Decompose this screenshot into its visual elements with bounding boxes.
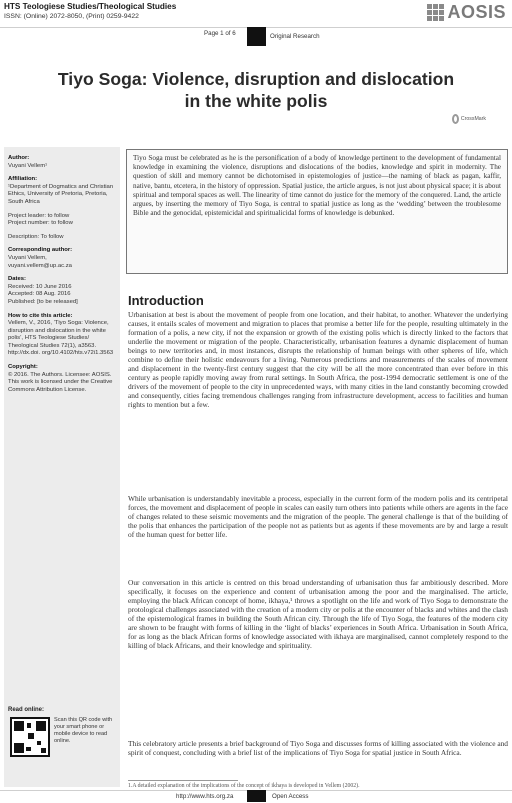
crossmark-icon bbox=[452, 114, 459, 124]
article-title bbox=[0, 68, 512, 112]
date-accepted: Accepted: 08 Aug. 2016 bbox=[8, 291, 71, 298]
aosis-logo-icon bbox=[427, 4, 444, 21]
body-paragraph-1 bbox=[128, 311, 508, 409]
copyright-label: Copyright: bbox=[8, 364, 38, 371]
crossmark-badge[interactable] bbox=[452, 108, 486, 130]
page-number: Page 1 of 6 bbox=[204, 30, 236, 37]
footnote-rule bbox=[128, 780, 238, 781]
footer-block bbox=[247, 790, 266, 802]
corresponding-name: Vuyani Vellem, bbox=[8, 254, 47, 261]
affiliation-text: ¹Department of Dogmatics and Christian Ethics, University of Pretoria, Pretoria, South Africa bbox=[8, 183, 114, 205]
copyright-text: © 2016. The Authors. Licensee: AOSIS. This work is licensed under the Creative Commons Attribution License. bbox=[8, 371, 113, 393]
body-paragraph-3 bbox=[128, 579, 508, 651]
date-received: Received: 10 June 2016 bbox=[8, 283, 72, 290]
title-line-2: in the white polis bbox=[184, 91, 328, 111]
header-block bbox=[247, 27, 266, 46]
read-online-label: Read online: bbox=[8, 707, 45, 713]
corresponding-email[interactable]: vuyani.vellem@up.ac.za bbox=[8, 262, 72, 269]
paragraph-text: This celebratory article presents a brief background of Tiyo Soga and discusses forms of killing associated with the violence and spirit of conquest, concluding with a brief list of the implications of Tiyo Soga for spatial justice in South Africa. bbox=[128, 739, 508, 757]
project-number: Project number: to follow bbox=[8, 220, 73, 227]
journal-title: HTS Teologiese Studies/Theological Studies bbox=[4, 2, 177, 11]
affiliation-label: Affiliation: bbox=[8, 176, 38, 183]
citation-text: Vellem, V., 2016, ‘Tiyo Soga: Violence, disruption and dislocation in the white polis’, HTS Teologiese Studies/ Theological Studies 72(1), a3563. http://dx.doi. org/10.4102/hts.v72i1.3563 bbox=[8, 320, 114, 357]
body-paragraph-4 bbox=[128, 740, 508, 758]
cite-label: How to cite this article: bbox=[8, 312, 73, 319]
title-line-1: Tiyo Soga: Violence, disruption and dislocation bbox=[57, 69, 455, 89]
date-published: Published: [to be released] bbox=[8, 298, 78, 305]
footnote: 1.A detailed explanation of the implications of the concept of ikhaya is developed in Vellem (2002). bbox=[128, 783, 360, 789]
section-label: Original Research bbox=[270, 33, 320, 40]
journal-url[interactable]: http://www.hts.org.za bbox=[176, 793, 234, 800]
dates-label: Dates: bbox=[8, 276, 27, 283]
qr-code-icon[interactable] bbox=[10, 717, 50, 757]
corresponding-label: Corresponding author: bbox=[8, 247, 73, 254]
article-info-sidebar bbox=[4, 147, 120, 787]
paragraph-text: Our conversation in this article is centred on this broad understanding of urbanisation thus far ambitiously described. More specifically, it focuses on the experience and content of urbanisation among the poor and the marginalised. The article, employing the black African concept of home, ikhaya,¹ throws a spotlight on the life and work of Tiyo Soga to demonstrate the protological challenges associated with the creation of a modern city or polis at the encounter of blacks and whites and the clash of the epistemological frames in building the South African city. Through the life of Tiyo Soga, the features of the modern city are shown to be fraught with forms of killing in the ‘light of blacks’ experiences in South Africa. Urbanisation in South Africa, for as long as the black African forms of knowledge associated with ikhaya are marginalised, cannot completely respond to the killing of black Africans, and their knowledge and spirituality. bbox=[128, 578, 508, 650]
issn: ISSN: (Online) 2072-8050, (Print) 0259-9422 bbox=[4, 13, 139, 20]
project-leader: Project leader: to follow bbox=[8, 212, 70, 219]
author-label: Author: bbox=[8, 155, 30, 161]
crossmark-label: CrossMark bbox=[460, 116, 486, 122]
qr-instructions: Scan this QR code with your smart phone or mobile device to read online. bbox=[54, 717, 113, 744]
abstract-text: Tiyo Soga must be celebrated as he is the personification of a body of knowledge pertinent to the development of fundamental knowledge in examining the violence, disruptions and dislocations of the bodies, knowledge and spirit in modernity. The question of skill and memory cannot be dichotomised in epistemologies of justice—the naming of black as pagan, kaffir, native, bantu, etcetera, in the history of oppression. Spatial justice, the article argues, is not just about physical space; it is about spiritual and temporal spaces as well. The linearity of time cannot do justice for the memory of the conquered. Land, the article argues, by inserting the memory of Tiyo Soga, is central to spatial justice as long as the ‘wedding’ between the troublesome Bible and the genocidal, epistemicidal and spiritualicidal forms of knowledge is debunked. bbox=[133, 154, 501, 218]
aosis-logo bbox=[427, 2, 506, 23]
paragraph-text: Urbanisation at best is about the movement of people from one location, and their habitat, to another. Whatever the underlying causes, it entails scales of movement and migration to places that promise a better life for the people, resulting ultimately in the formation of a polis, a new city, if not the expansion or growth of the existing polis which is directly linked to the factors that underlie the movement or migration of the people. Characteristically, urbanisation features a dynamic displacement of human beings to new territories and, in most instances, disrupts the relationship of human beings with other spheres of life, which combine to define their holistic endeavours for a living. Numerous predictions and measurements of the scales of movement and displacement in the twenty-first century suggest that the city will be all the more concentrated than ever before in this century as people rapidly moving away from rural settings. In South Africa, the post-1994 democratic settlement is one of the drivers of the movement of people to the city in unprecedented ways, with many cities in the land constantly becoming crowded and consequently, cities facing tremendous challenges ranging from infrastructure development, access to facilities and human rights to mention but a few. bbox=[128, 310, 508, 409]
paragraph-text: While urbanisation is understandably inevitable a process, especially in the current form of the modern polis and its centripetal forces, the movement and displacement of people in scales can easily turn others into patients while others are agents in the face of changes related to these seismic movements and the migration of the people. The general challenge is that of the building of the polis that enhances the participation of the people not as patients but as agents if these movements are by and large a result of the human quest for better life. bbox=[128, 494, 508, 539]
abstract-box bbox=[126, 149, 508, 274]
author-name: Vuyani Vellem¹ bbox=[8, 162, 48, 169]
aosis-logo-text: AOSIS bbox=[447, 2, 506, 22]
body-paragraph-2 bbox=[128, 495, 508, 540]
section-heading-introduction: Introduction bbox=[128, 293, 204, 308]
description: Description: To follow bbox=[8, 233, 64, 240]
open-access-label: Open Access bbox=[272, 793, 309, 800]
